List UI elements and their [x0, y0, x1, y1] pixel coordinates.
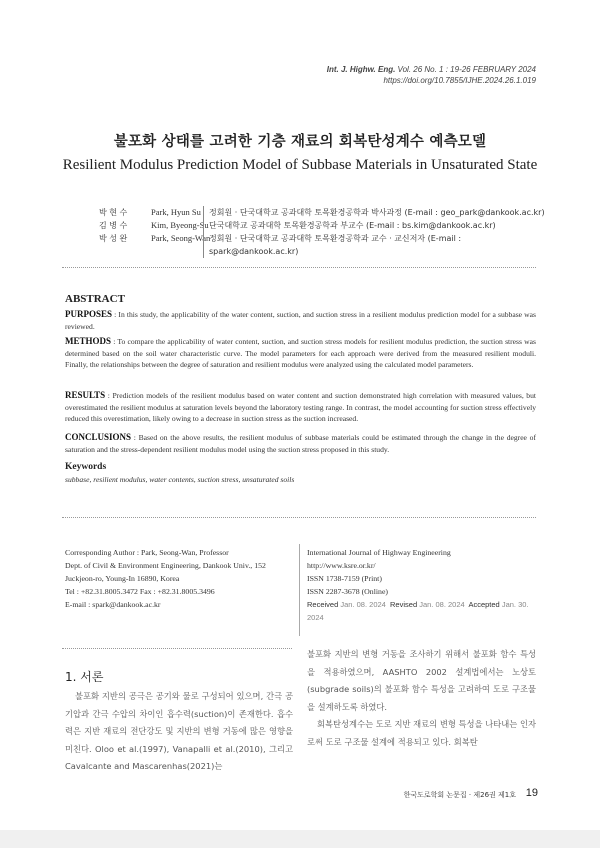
received-label: Received: [307, 600, 339, 609]
title-korean: 불포화 상태를 고려한 기층 재료의 회복탄성계수 예측모델: [113, 134, 487, 150]
dates-line: [307, 598, 547, 624]
author-name-ko: 박 성 완: [99, 234, 128, 243]
author-affiliation: 정회원 · 단국대학교 공과대학 토목환경공학과 교수 · 교신저자 (E-mail : spark@dankook.ac.kr): [209, 234, 462, 256]
keywords-list: subbase, resilient modulus, water contents, suction stress, unsaturated soils: [65, 475, 295, 484]
revised-date: Jan. 08. 2024: [419, 600, 465, 609]
author-name-en: Park, Hyun Su: [151, 207, 201, 217]
corr-line: Dept. of Civil & Environment Engineering, Dankook Univ., 152: [65, 561, 266, 570]
author-name-en: Park, Seong-Wan: [151, 233, 211, 243]
corr-email[interactable]: E-mail : spark@dankook.ac.kr: [65, 600, 161, 609]
purposes-label: PURPOSES: [65, 309, 113, 319]
divider: [62, 517, 536, 518]
journal-name: International Journal of Highway Engineering: [307, 548, 451, 557]
footer-journal: 한국도로학회 논문집 · 제26권 제1호: [403, 791, 516, 799]
corr-line: Juckjeon-ro, Young-In 16890, Korea: [65, 574, 180, 583]
author-name-ko: 김 병 수: [99, 221, 128, 230]
accepted-date: Jan. 30. 2024: [307, 600, 529, 622]
author-affiliation: 단국대학교 공과대학 토목환경공학과 부교수 (E-mail : bs.kim@dankook.ac.kr): [209, 221, 496, 230]
correspondence-block: [65, 546, 305, 611]
methods-label: METHODS: [65, 336, 112, 346]
author-name-en: Kim, Byeong-Su: [151, 220, 209, 230]
author-name-ko: 박 현 수: [99, 208, 128, 217]
abstract-results: [65, 390, 536, 425]
divider: [62, 648, 292, 649]
body-paragraph: 불포화 지반의 변형 거동을 조사하기 위해서 불포화 함수 특성을 적용하였으며, AASHTO 2002 설계법에서는 노상토(subgrade soils)의 불포화 함수 특성을 고려하여 도로 구조물을 설계하도록 하였다.: [307, 649, 536, 712]
title-english: Resilient Modulus Prediction Model of Subbase Materials in Unsaturated State: [62, 157, 538, 173]
body-column-right: [307, 646, 536, 752]
journal-abbrev: Int. J. Highw. Eng.: [326, 65, 396, 74]
body-paragraph: 불포화 지반의 공극은 공기와 물로 구성되어 있으며, 간극 공기압과 간극 수압의 차이인 흡수력(suction)이 존재한다. 흡수력은 지반 재료의 전단강도 및 지반의 변형 거동에 많은 영향을 미친다. Oloo et al.(1997), Vanapalli et al.(2010), 그리고 Cavalcante and Mascarenhas(2021)는: [65, 691, 293, 772]
keywords-heading: Keywords: [65, 462, 107, 472]
journal-info-block: [307, 546, 547, 624]
journal-url[interactable]: http://www.ksre.or.kr/: [307, 561, 376, 570]
abstract-conclusions: [65, 432, 536, 455]
conclusions-label: CONCLUSIONS: [65, 432, 132, 442]
accepted-label: Accepted: [468, 600, 500, 609]
section-heading: 1. 서론: [65, 670, 104, 684]
author-affiliations: [203, 206, 549, 258]
authors-korean: [99, 206, 149, 245]
corr-line: Tel : +82.31.8005.3472 Fax : +82.31.8005.3496: [65, 587, 215, 596]
issn-print: ISSN 1738-7159 (Print): [307, 574, 382, 583]
results-label: RESULTS: [65, 390, 106, 400]
abstract-methods: [65, 336, 536, 371]
methods-text: : To compare the applicability of water content, suction, and suction stress models for resilient modulus prediction, the suction stress was determined based on the soil water characteristic curve. The model parameters for each approach were derived from the measured resilient moduli. Finally, the relationships between the degree of saturation and resilient modulus were analyzed using the calculated model parameters.: [65, 337, 536, 369]
page-number: 19: [525, 787, 538, 799]
conclusions-text: : Based on the above results, the resilient modulus of subbase materials could be estimated through the change in the degree of saturation and the stress-dependent resilient modulus model using the suction stress proposed in this study.: [65, 433, 536, 454]
corr-line: Corresponding Author : Park, Seong-Wan, Professor: [65, 548, 229, 557]
divider: [62, 267, 536, 268]
abstract-heading: ABSTRACT: [65, 293, 125, 305]
column-divider: [299, 544, 300, 636]
volume-info: Vol. 26 No. 1 : 19-26 FEBRUARY 2024: [395, 65, 536, 74]
results-text: : Prediction models of the resilient modulus based on water content and suction demonstrated high correlation with measured values, but overestimated the resilient modulus at saturation levels beyond the laboratory testing range. In contrast, the model accounting for suction stress effectively reduced this overestimation, likely owing to a decrease in suction stress as the suction increased.: [65, 391, 536, 423]
bottom-margin: [0, 830, 600, 848]
journal-header: [327, 64, 536, 86]
author-affiliation: 정회원 · 단국대학교 공과대학 토목환경공학과 박사과정 (E-mail : geo_park@dankook.ac.kr): [209, 208, 545, 217]
doi-link[interactable]: https://doi.org/10.7855/IJHE.2024.26.1.019: [383, 76, 536, 85]
body-paragraph: 회복탄성계수는 도로 지반 재료의 변형 특성을 나타내는 인자로써 도로 구조물 설계에 적용되고 있다. 회복탄: [307, 719, 536, 747]
issn-online: ISSN 2287-3678 (Online): [307, 587, 388, 596]
purposes-text: : In this study, the applicability of the water content, suction, and suction stress in a resilient modulus prediction model for a subbase was reviewed.: [65, 310, 536, 331]
revised-label: Revised: [390, 600, 418, 609]
abstract-purposes: [65, 309, 536, 332]
received-date: Jan. 08. 2024: [340, 600, 386, 609]
body-column-left: [65, 688, 293, 776]
